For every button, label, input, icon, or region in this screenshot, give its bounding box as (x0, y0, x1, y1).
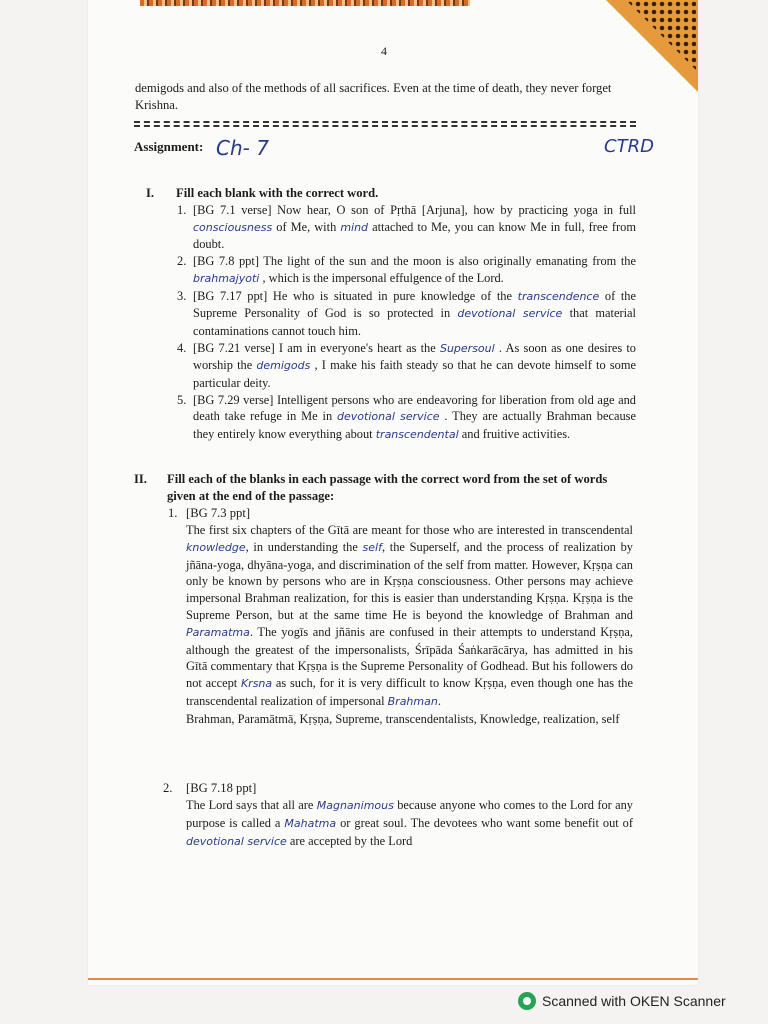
item-number: 5. (177, 392, 187, 407)
item-text-a: [BG 7.8 ppt] The light of the sun and the moon is also originally emanating from the (193, 254, 636, 269)
item-text-b: of the Supreme Personality of God is so protected in (193, 288, 636, 321)
item-blank-1: devotional service (337, 410, 440, 424)
passage1-text-d: . The yogīs and jñānis are confused in their attempts to understand Kṛṣṇa, although the greatest of the impersonalists, Śrīpāda Śaṅkarācārya, has admitted in his Gītā commentary that Kṛṣṇa is the Supreme Personality of Godhead. But his followers do not accept (186, 624, 633, 691)
item-number: 1. (177, 203, 187, 217)
passage1-blank-2: self (362, 540, 382, 554)
item-text-c: , I make his faith steady so that he can devote himself to some particular deity. (193, 358, 636, 391)
passage2-ref: [BG 7.18 ppt] (186, 781, 257, 795)
passage1-number: 1. (168, 506, 178, 520)
item-text-a: [BG 7.17 ppt] He who is situated in pure knowledge of the (193, 288, 512, 303)
item-text-c: and fruitive activities. (461, 427, 571, 442)
section1-item (177, 288, 636, 340)
oken-logo-icon (518, 992, 536, 1010)
section2-numeral: II. (134, 472, 147, 486)
section1-list (177, 202, 636, 444)
item-blank-1: Supersoul (439, 341, 495, 355)
item-text-a: [BG 7.29 verse] Intelligent persons who are endeavoring for liberation from old age and death take refuge in Me in (193, 392, 636, 424)
item-blank-1: transcendence (517, 289, 600, 303)
passage2-text-c: or great soul. The devotees who want some benefit out of (340, 815, 633, 830)
item-blank-2: demigods (256, 359, 311, 373)
passage1-text-b: , in understanding the (245, 539, 358, 554)
passage1-text-f: . (437, 693, 441, 708)
passage2-blank-2: Mahatma (284, 816, 337, 830)
passage1-word-bank: Brahman, Paramātmā, Kṛṣṇa, Supreme, transcendentalists, Knowledge, realization, self (186, 711, 620, 726)
passage2-text (186, 797, 633, 850)
passage2-blank-1: Magnanimous (316, 799, 394, 812)
item-text-a: [BG 7.21 verse] I am in everyone's heart as the (193, 340, 436, 355)
item-blank-2: mind (340, 220, 369, 234)
passage1-ref: [BG 7.3 ppt] (186, 506, 251, 520)
item-blank-1: consciousness (193, 220, 273, 234)
scanner-footer-text: Scanned with OKEN Scanner (542, 993, 726, 1009)
passage1-text (186, 522, 633, 728)
item-number: 4. (177, 340, 187, 355)
passage1-text-e: as such, for it is very difficult to know Kṛṣṇa, even though one has the transcendental realization of impersonal (186, 676, 633, 708)
item-number: 2. (177, 254, 187, 269)
item-text-b: . As soon as one desires to worship the (193, 340, 636, 373)
section1-item (177, 340, 636, 392)
divider-rule (134, 121, 636, 127)
item-text-c: attached to Me, you can know Me in full, free from doubt. (193, 219, 636, 252)
passage2-blank-3: devotional service (186, 834, 287, 848)
section1-item (177, 253, 636, 287)
section1-item (177, 392, 636, 444)
intro-text: demigods and also of the methods of all sacrifices. Even at the time of death, they never forget Krishna. (135, 81, 612, 112)
item-blank-2: devotional service (457, 307, 563, 321)
page-number: 4 (381, 44, 387, 58)
handwritten-tag: CTRD (604, 136, 654, 157)
section1-title: Fill each blank with the correct word. (176, 186, 379, 200)
item-text-b: of Me, with (276, 219, 337, 234)
section1-item (177, 202, 636, 253)
passage1-blank-3: Paramatma (186, 625, 250, 639)
passage1-text-c: , the Superself, and the process of realization by jñāna-yoga, dhyāna-yoga, and discrimination of the self from matter. However, Kṛṣṇa can only be known by persons who are in Kṛṣṇa consciousness. Other persons may achieve impersonal Brahman realization, for this is easier than understanding Kṛṣṇa. Kṛṣṇa is the Supreme Person, but at the same time He is beyond the knowledge of Brahman and (186, 539, 633, 622)
item-number: 3. (177, 288, 187, 303)
handwritten-chapter: Ch- 7 (216, 136, 269, 160)
item-text-a: [BG 7.1 verse] Now hear, O son of Pṛthā [Arjuna], how by practicing yoga in full (193, 203, 636, 217)
item-blank-1: brahmajyoti (193, 271, 260, 285)
passage1-blank-5: Brahman (387, 694, 438, 708)
passage2-text-a: The Lord says that all are (186, 798, 314, 812)
passage1-blank-4: Krsna (240, 677, 273, 691)
passage2-text-d: are accepted by the Lord (289, 833, 413, 848)
item-text-c: that material contaminations cannot touch him. (193, 306, 636, 338)
assignment-label: Assignment: (134, 139, 204, 154)
section2-title: Fill each of the blanks in each passage with the correct word from the set of words given at the end of the passage: (167, 472, 608, 503)
passage2-text-b: because anyone who comes to the Lord for any purpose is called a (186, 798, 633, 830)
bottom-border-line (88, 978, 698, 980)
passage2-number: 2. (163, 781, 173, 795)
item-text-c: , which is the impersonal effulgence of the Lord. (262, 270, 504, 285)
passage1-text-a: The first six chapters of the Gītā are meant for those who are interested in transcendental (186, 523, 633, 537)
top-decorative-strip (140, 0, 470, 6)
item-blank-2: transcendental (375, 428, 459, 442)
passage1-blank-1: knowledge (186, 540, 246, 554)
scanner-footer (518, 992, 726, 1010)
section1-numeral: I. (146, 186, 155, 200)
item-text-b: . They are actually Brahman because they entirely know everything about (193, 409, 636, 442)
